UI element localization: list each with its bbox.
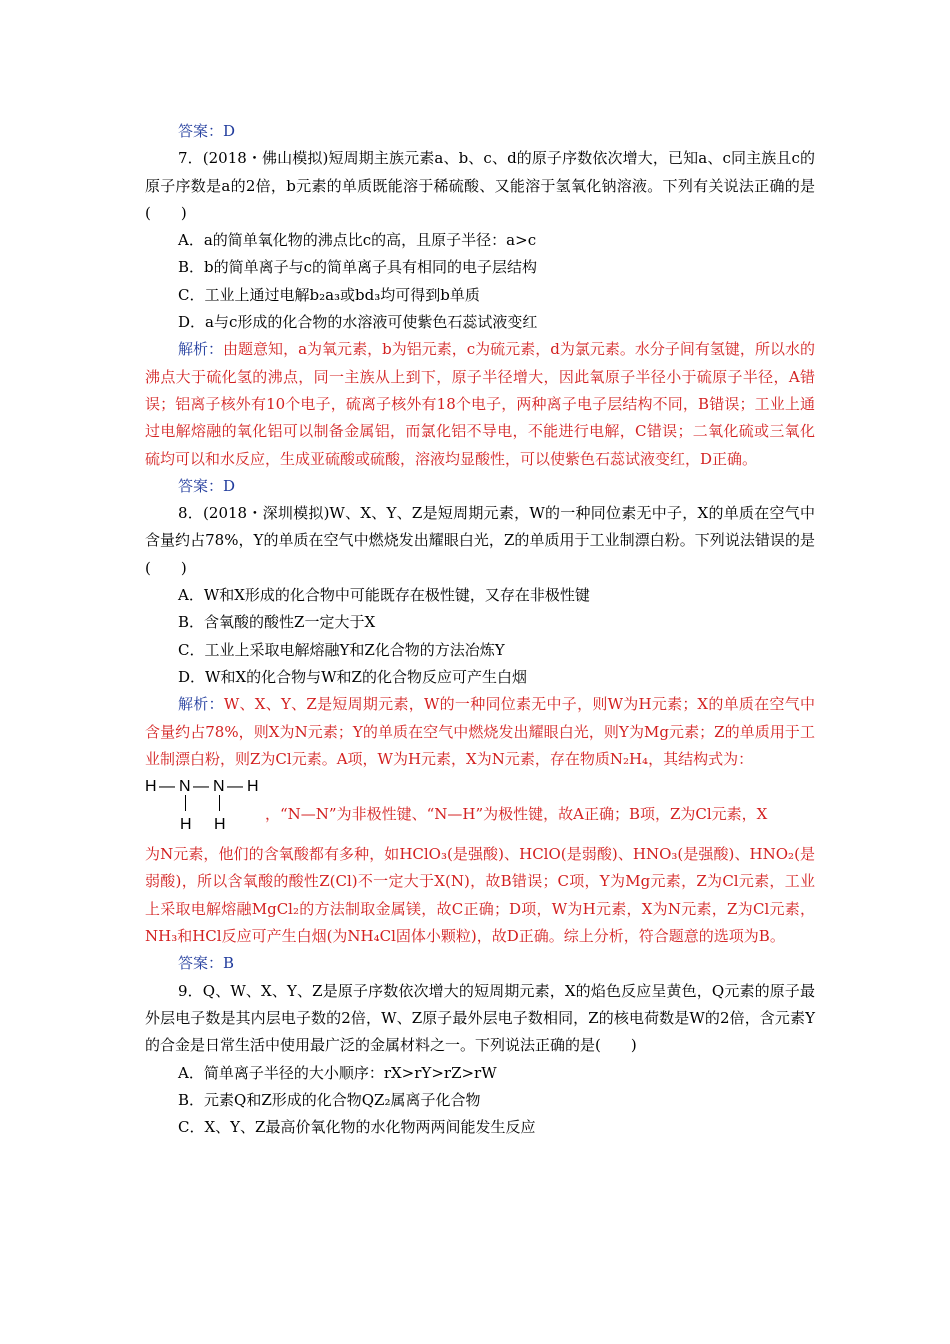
q9-option-b: B．元素Q和Z形成的化合物QZ₂属离子化合物 — [178, 1090, 481, 1109]
q7-analysis — [145, 336, 815, 472]
struct-n-2: N — [213, 778, 225, 796]
n2h4-structure-formula — [145, 773, 815, 834]
q8-analysis-label: 解析： — [178, 695, 224, 714]
q8-option-a: A．W和X形成的化合物中可能既存在极性键，又存在非极性键 — [178, 586, 590, 605]
q7-option-d: D．a与c形成的化合物的水溶液可使紫色石蕊试液变红 — [178, 313, 538, 332]
q8-analysis-text-b: ，“N—N”为非极性键、“N—H”为极性键，故A正确；B项，Z为Cl元素，X — [265, 805, 768, 824]
q8-option-c: C．工业上采取电解熔融Y和Z化合物的方法冶炼Y — [178, 640, 505, 659]
struct-h-right: H — [247, 778, 259, 796]
q6-answer: 答案：D — [178, 122, 236, 140]
q7-option-c: C．工业上通过电解b₂a₃或bd₃均可得到b单质 — [178, 285, 480, 304]
q8-option-b: B．含氧酸的酸性Z一定大于X — [178, 613, 376, 632]
q8-option-d: D．W和X的化合物与W和Z的化合物反应可产生白烟 — [178, 667, 527, 686]
q7-option-b: B．b的简单离子与c的简单离子具有相同的电子层结构 — [178, 258, 538, 277]
q8-answer: 答案：B — [178, 954, 235, 973]
q7-stem: 7．(2018・佛山模拟)短周期主族元素a、b、c、d的原子序数依次增大，已知a、c同主族且c的原子序数是a的2倍，b元素的单质既能溶于稀硫酸、又能溶于氢氧化钠溶液。下列有关说法正确的是( ) — [145, 149, 815, 222]
struct-bond-3: — — [227, 778, 243, 796]
q7-option-a: A．a的简单氧化物的沸点比c的高，且原子半径：a>c — [178, 231, 537, 250]
struct-h-left: H — [145, 778, 157, 796]
q7-answer: 答案：D — [178, 476, 236, 495]
q7-analysis-label: 解析： — [178, 340, 224, 359]
struct-bond-2: — — [193, 778, 209, 796]
struct-n-1: N — [179, 778, 191, 796]
q8-analysis-part2: 为N元素，他们的含氧酸都有多种，如HClO₃(是强酸)、HClO(是弱酸)、HNO₃(是强酸)、HNO₂(是弱酸)，所以含氧酸的酸性Z(Cl)不一定大于X(N)，故B错误；C项，Y为Mg元素，Z为Cl元素，工业上采取电解熔融MgCl₂的方法制取金属镁，故C正确；D项，W为H元素，X为N元素，Z为Cl元素，NH₃和HCl反应可产生白烟(为NH₄Cl固体小颗粒)，故D正确。综上分析，符合题意的选项为B。 — [145, 845, 815, 946]
struct-bond-vertical-2 — [219, 795, 220, 811]
struct-bond-vertical-1 — [185, 795, 186, 811]
q8-analysis-part1 — [145, 691, 815, 773]
struct-bond-1: — — [159, 778, 175, 796]
q8-stem: 8．(2018・深圳模拟)W、X、Y、Z是短周期元素，W的一种同位素无中子，X的单质在空气中含量约占78%，Y的单质在空气中燃烧发出耀眼白光，Z的单质用于工业制漂白粉。下列说法错误的是( ) — [145, 504, 815, 577]
q9-option-a: A．简单离子半径的大小顺序：rX>rY>rZ>rW — [178, 1063, 497, 1082]
q8-analysis-text-a: W、X、Y、Z是短周期元素，W的一种同位素无中子，则W为H元素；X的单质在空气中含量约占78%，则X为N元素；Y的单质在空气中燃烧发出耀眼白光，则Y为Mg元素；Z的单质用于工业制漂白粉，则Z为Cl元素。A项，W为H元素，X为N元素，存在物质N₂H₄，其结构式为： — [145, 695, 815, 768]
q7-analysis-text: 由题意知，a为氧元素，b为铝元素，c为硫元素，d为氯元素。水分子间有氢键，所以水的沸点大于硫化氢的沸点，同一主族从上到下，原子半径增大，因此氧原子半径小于硫原子半径，A错误；铝离子核外有10个电子，硫离子核外有18个电子，两种离子电子层结构不同，B错误；工业上通过电解熔融的氧化铝可以制备金属铝，而氯化铝不导电，不能进行电解，C错误；二氧化硫或三氧化硫均可以和水反应，生成亚硫酸或硫酸，溶液均显酸性，可以使紫色石蕊试液变红，D正确。 — [145, 340, 815, 468]
struct-h-bottom-1: H — [180, 816, 192, 834]
document-content — [145, 118, 815, 1141]
q9-option-c: C．X、Y、Z最高价氧化物的水化物两两间能发生反应 — [178, 1118, 536, 1137]
q9-stem: 9．Q、W、X、Y、Z是原子序数依次增大的短周期元素，X的焰色反应呈黄色，Q元素的原子最外层电子数是其内层电子数的2倍，W、Z原子最外层电子数相同，Z的核电荷数是W的2倍，含元素Y的合金是日常生活中使用最广泛的金属材料之一。下列说法正确的是( ) — [145, 981, 815, 1055]
struct-h-bottom-2: H — [214, 816, 226, 834]
